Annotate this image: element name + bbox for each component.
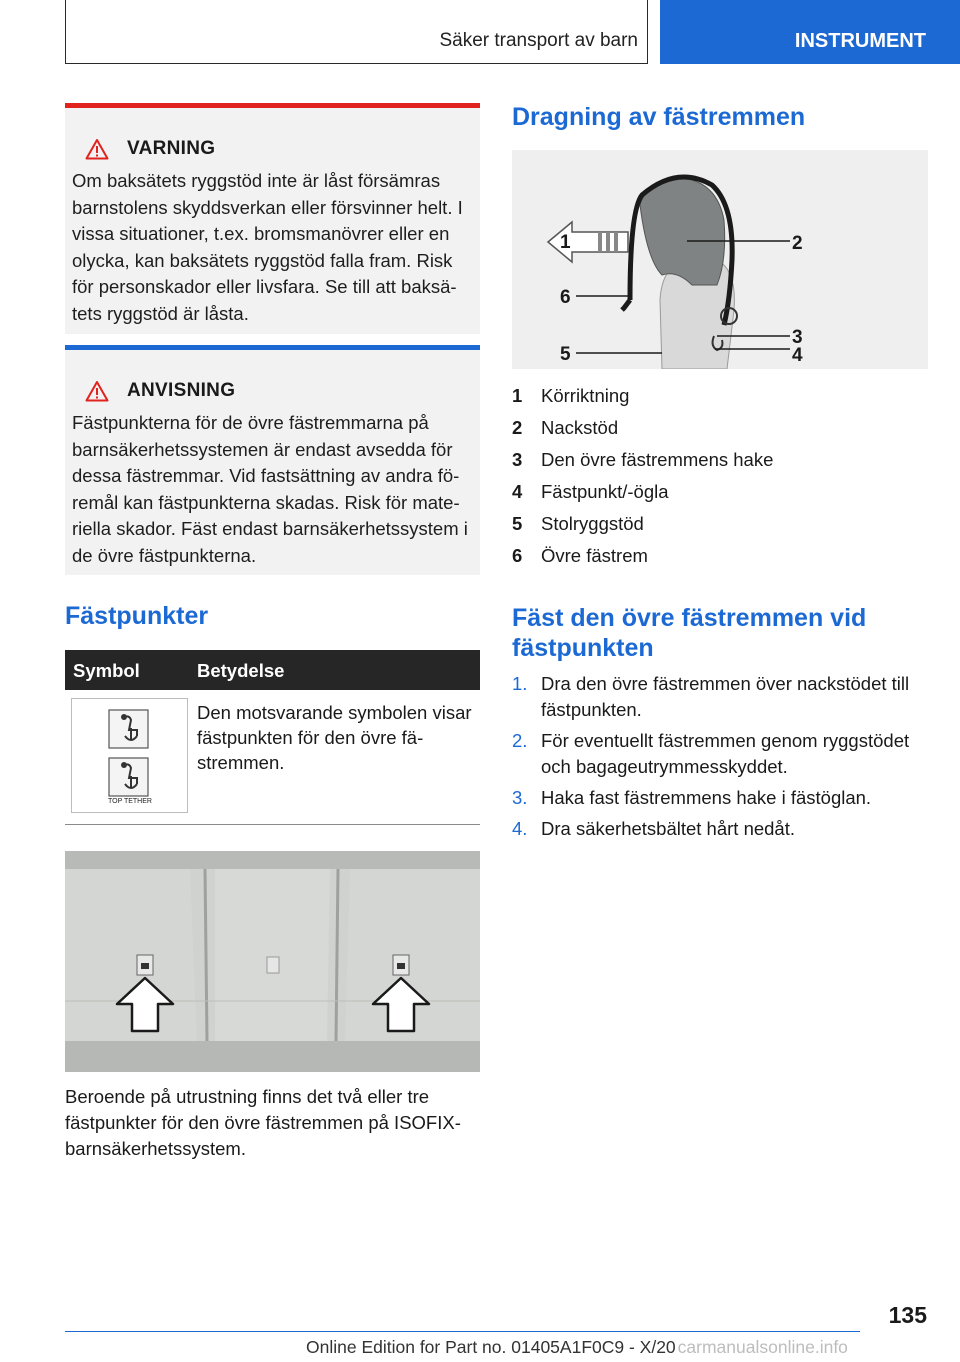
step-item xyxy=(512,671,932,723)
attach-steps xyxy=(512,671,932,847)
notice-box xyxy=(65,345,480,575)
attach-heading: Fäst den övre fästremmen vid fästpunkten xyxy=(512,604,867,662)
seat-back-illustration xyxy=(65,851,480,1072)
step-text: Haka fast fästremmens hake i fästöglan. xyxy=(541,787,872,808)
warning-title: VARNING xyxy=(127,138,216,159)
legend-item xyxy=(512,444,932,476)
chapter-label: INSTRUMENT xyxy=(794,29,926,52)
step-number: 1. xyxy=(512,673,528,694)
warning-title-row xyxy=(85,136,474,162)
edition-text: Online Edition for Part no. 01405A1F0C9 - X/20 xyxy=(306,1337,676,1357)
legend-item xyxy=(512,508,932,540)
strap-routing-illustration xyxy=(512,150,928,369)
legend-label: Fästpunkt/-ögla xyxy=(541,481,669,502)
table-header xyxy=(65,650,480,690)
isofix-anchor-icon xyxy=(71,698,188,813)
anchor-paragraph: Beroende på utrustning finns det två eller tre fästpunkter för den övre fästremmen på ISOFIX-barnsäkerhetssystem. xyxy=(65,1086,461,1159)
symbol-caption: TOP TETHER xyxy=(108,798,152,805)
chapter-tab[interactable] xyxy=(660,0,960,64)
symbol-cell xyxy=(71,698,188,813)
legend-number: 5 xyxy=(512,513,523,534)
step-text: Dra säkerhetsbältet hårt nedåt. xyxy=(541,818,796,839)
legend-label: Körriktning xyxy=(541,385,630,406)
watermark-text: carmanualsonline.info xyxy=(677,1337,848,1357)
warning-triangle-icon xyxy=(85,138,109,160)
diagram-label-6: 6 xyxy=(560,287,571,308)
legend-number: 3 xyxy=(512,449,523,470)
table-divider xyxy=(65,824,480,825)
step-text: För eventuellt fästremmen genom ryggstödet och bagageutrymmesskyddet. xyxy=(541,730,910,777)
table-meaning-cell: Den motsvarande symbolen visar fästpunkten för den övre fästremmen. xyxy=(197,702,472,773)
warning-box xyxy=(65,103,480,334)
diagram-label-3: 3 xyxy=(792,327,803,348)
legend-number: 2 xyxy=(512,417,523,438)
step-number: 4. xyxy=(512,818,528,839)
step-item xyxy=(512,728,932,780)
legend-number: 4 xyxy=(512,481,523,502)
legend-item xyxy=(512,380,932,412)
step-text: Dra den övre fästremmen över nackstödet till fästpunkten. xyxy=(541,673,910,720)
step-number: 2. xyxy=(512,730,528,751)
notice-title: ANVISNING xyxy=(127,380,236,401)
legend-item xyxy=(512,412,932,444)
step-item xyxy=(512,816,932,842)
legend-item xyxy=(512,476,932,508)
diagram-label-4: 4 xyxy=(792,345,803,366)
legend-label: Övre fästrem xyxy=(541,545,648,566)
warning-text: Om baksätets ryggstöd inte är låst försämras barnstolens skyddsverkan eller försvinner helt. I vissa situationer, t.ex. bromsmanövrer eller en olycka, kan baksätets ryggstöd falla fram. Risk för personskador eller livsfara. Se till att baksätets ryggstöd är låsta. xyxy=(72,170,463,324)
legend-label: Den övre fästremmens hake xyxy=(541,449,774,470)
legend-number: 1 xyxy=(512,385,523,406)
diagram-label-5: 5 xyxy=(560,344,571,365)
legend-label: Nackstöd xyxy=(541,417,619,438)
page-number: 135 xyxy=(888,1302,927,1328)
routing-heading: Dragning av fästremmen xyxy=(512,103,806,131)
diagram-label-1: 1 xyxy=(560,232,571,253)
notice-title-row xyxy=(85,378,474,404)
edition-line xyxy=(306,1337,848,1358)
section-title: Säker transport av barn xyxy=(439,30,638,51)
legend-label: Stolryggstöd xyxy=(541,513,644,534)
footer-divider xyxy=(65,1331,860,1332)
diagram-label-2: 2 xyxy=(792,233,803,254)
table-header-meaning: Betydelse xyxy=(197,660,285,681)
table-header-symbol: Symbol xyxy=(73,660,140,681)
diagram-legend xyxy=(512,380,932,572)
anchor-points-photo xyxy=(65,851,480,1072)
step-number: 3. xyxy=(512,787,528,808)
notice-triangle-icon xyxy=(85,380,109,402)
anchor-heading: Fästpunkter xyxy=(65,602,209,630)
legend-item xyxy=(512,540,932,572)
legend-number: 6 xyxy=(512,545,523,566)
notice-text: Fästpunkterna för de övre fästremmarna på barnsäkerhetssystemen är endast avsedda för dessa fästremmar. Vid fastsättning av andra föremål kan fästpunkterna skadas. Risk för materiella skador. Fäst endast barnsäkerhetssystem i de övre fästpunkterna. xyxy=(72,412,468,566)
step-item xyxy=(512,785,932,811)
strap-routing-diagram xyxy=(512,150,928,369)
